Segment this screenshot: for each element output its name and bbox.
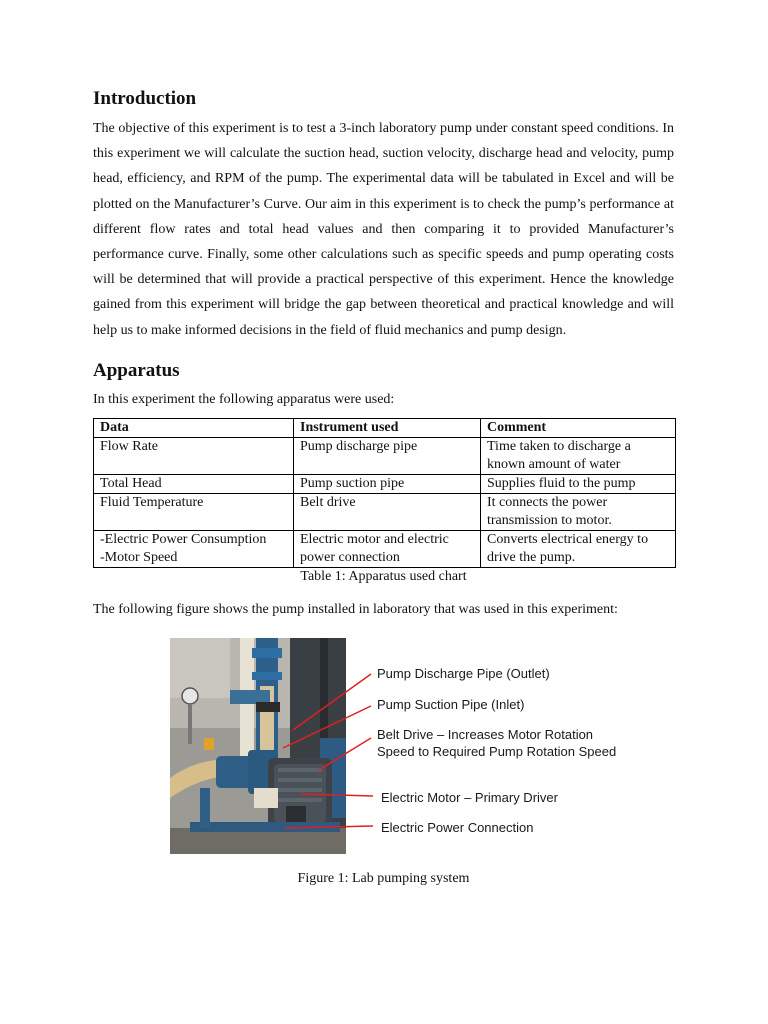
table-cell: Fluid Temperature	[94, 493, 294, 530]
table-row	[94, 474, 676, 493]
pump-figure	[93, 638, 675, 858]
callout-line-discharge	[293, 674, 371, 730]
figure-lead-text: The following figure shows the pump installed in laboratory that was used in this experiment:	[93, 601, 618, 617]
label-discharge-pipe: Pump Discharge Pipe (Outlet)	[377, 665, 550, 681]
table-row	[94, 530, 676, 567]
column-header-comment: Comment	[481, 418, 676, 437]
column-header-data: Data	[94, 418, 294, 437]
table-cell: Belt drive	[294, 493, 481, 530]
figure-labels	[93, 638, 675, 858]
table-header-row	[94, 418, 676, 437]
table-cell: It connects the power transmission to motor.	[481, 493, 676, 530]
apparatus-heading: Apparatus	[93, 359, 180, 381]
apparatus-table	[93, 418, 676, 568]
table-cell: Flow Rate	[94, 437, 294, 474]
label-suction-pipe: Pump Suction Pipe (Inlet)	[377, 696, 525, 712]
callout-line-power	[285, 826, 373, 828]
table-cell: -Electric Power Consumption -Motor Speed	[94, 530, 294, 567]
label-electric-motor: Electric Motor – Primary Driver	[381, 789, 558, 805]
apparatus-lead-text: In this experiment the following apparatus were used:	[93, 391, 395, 407]
table-row	[94, 437, 676, 474]
table-cell: Supplies fluid to the pump	[481, 474, 676, 493]
table-row	[94, 493, 676, 530]
table-cell: Pump suction pipe	[294, 474, 481, 493]
column-header-instrument: Instrument used	[294, 418, 481, 437]
table-cell: Pump discharge pipe	[294, 437, 481, 474]
table-cell: Time taken to discharge a known amount of water	[481, 437, 676, 474]
label-power-connection: Electric Power Connection	[381, 819, 534, 835]
document-page	[93, 86, 674, 902]
table-cell: Electric motor and electric power connection	[294, 530, 481, 567]
table-caption: Table 1: Apparatus used chart	[300, 568, 467, 584]
callout-line-motor	[301, 794, 373, 796]
table-cell: Total Head	[94, 474, 294, 493]
introduction-heading: Introduction	[93, 88, 197, 109]
callout-line-belt	[319, 738, 371, 770]
label-belt-drive: Belt Drive – Increases Motor Rotation Speed to Required Pump Rotation Speed	[377, 726, 617, 759]
table-cell: Converts electrical energy to drive the pump.	[481, 530, 676, 567]
figure-caption: Figure 1: Lab pumping system	[297, 870, 470, 886]
introduction-paragraph: The objective of this experiment is to test a 3-inch laboratory pump under constant speed conditions. In this experiment we will calculate the suction head, suction velocity, discharge head and velocity, pump head, efficiency, and RPM of the pump. The experimental data will be tabulated in Excel and will be plotted on the Manufacturer’s Curve. Our aim in this experiment is to check the pump’s performance at different flow rates and total head values and then comparing it to provided Manufacturer’s performance curve. Finally, some other calculations such as specific speeds and pump operating costs will be determined that will provide a practical perspective of this experiment. Hence the knowledge gained from this experiment will bridge the gap between theoretical and practical knowledge and will help us to make informed decisions in the field of fluid mechanics and pump design.	[93, 121, 674, 338]
